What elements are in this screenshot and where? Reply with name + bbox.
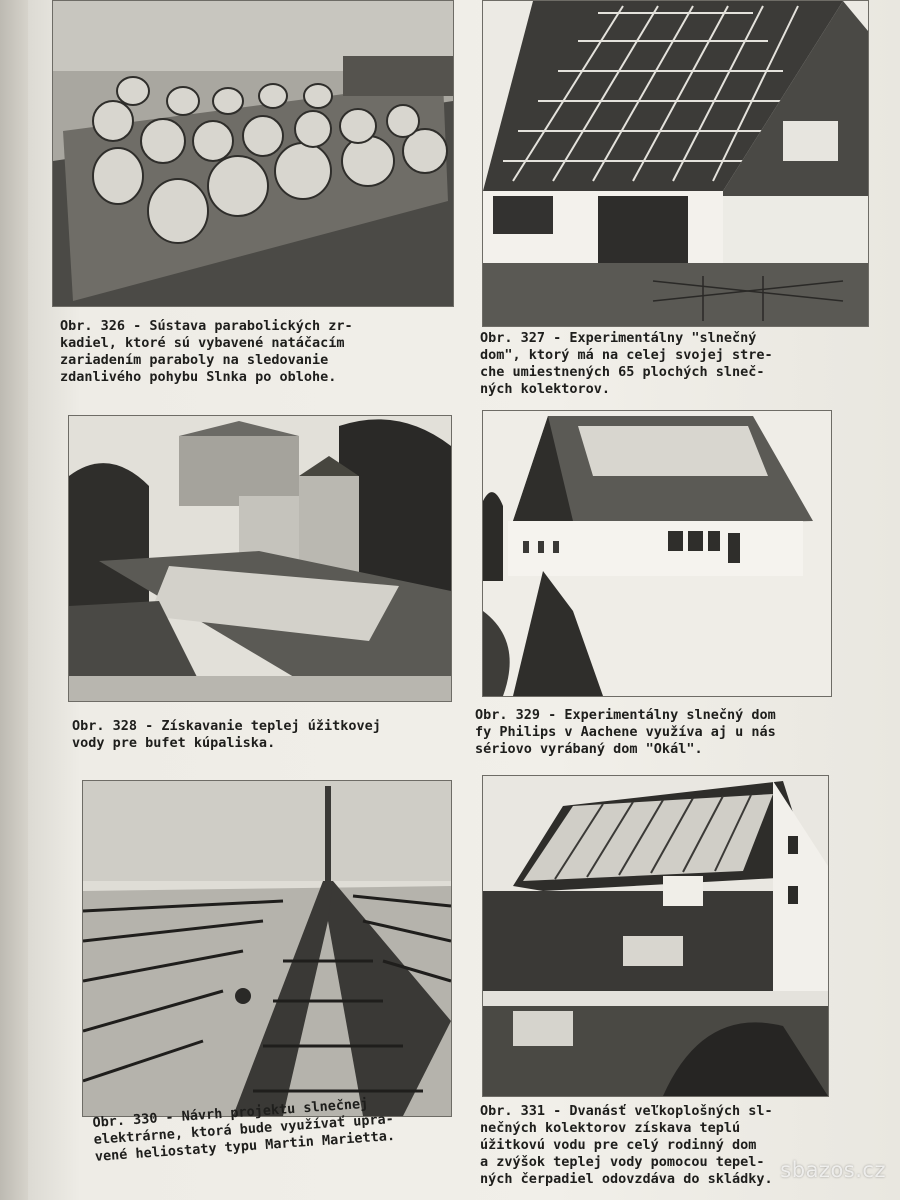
watermark: sbazos.cz: [780, 1158, 886, 1182]
photo-solar-plant-heliostats: [82, 780, 452, 1117]
figure-caption: Obr. 330 - Návrh projektu slnečnej elektrárne, ktorá bude využívať upra- vené heliostaty typu Martin Marietta.: [92, 1095, 396, 1165]
figure-caption: Obr. 329 - Experimentálny slnečný dom fy Philips v Aachene využíva aj u nás sériovo vyrábaný dom "Okál".: [475, 707, 776, 757]
figure-caption: Obr. 327 - Experimentálny "slnečný dom", ktorý má na celej svojej stre- che umiestnených 65 plochých slneč- ných kolektorov.: [480, 330, 773, 397]
figure-caption: Obr. 326 - Sústava parabolických zr- kadiel, ktoré sú vybavené natáčacím zariadením paraboly na sledovanie zdanlivého pohybu Slnka po oblohe.: [60, 318, 353, 385]
photo-family-house-collectors: [482, 775, 829, 1097]
photo-parabolic-mirrors: [52, 0, 454, 307]
photo-solar-house: [482, 0, 869, 327]
figure-caption: Obr. 328 - Získavanie teplej úžitkovej vody pre bufet kúpaliska.: [72, 718, 381, 751]
photo-philips-house: [482, 410, 832, 697]
book-spine-edge: [0, 0, 28, 1200]
photo-pool-buffet-collectors: [68, 415, 452, 702]
figure-caption: Obr. 331 - Dvanásť veľkoplošných sl- nečných kolektorov získava teplú úžitkovú vodu pre celý rodinný dom a zvýšok teplej vody pomocou tepel- ných čerpadiel odovzdáva do skládky.: [480, 1103, 773, 1187]
